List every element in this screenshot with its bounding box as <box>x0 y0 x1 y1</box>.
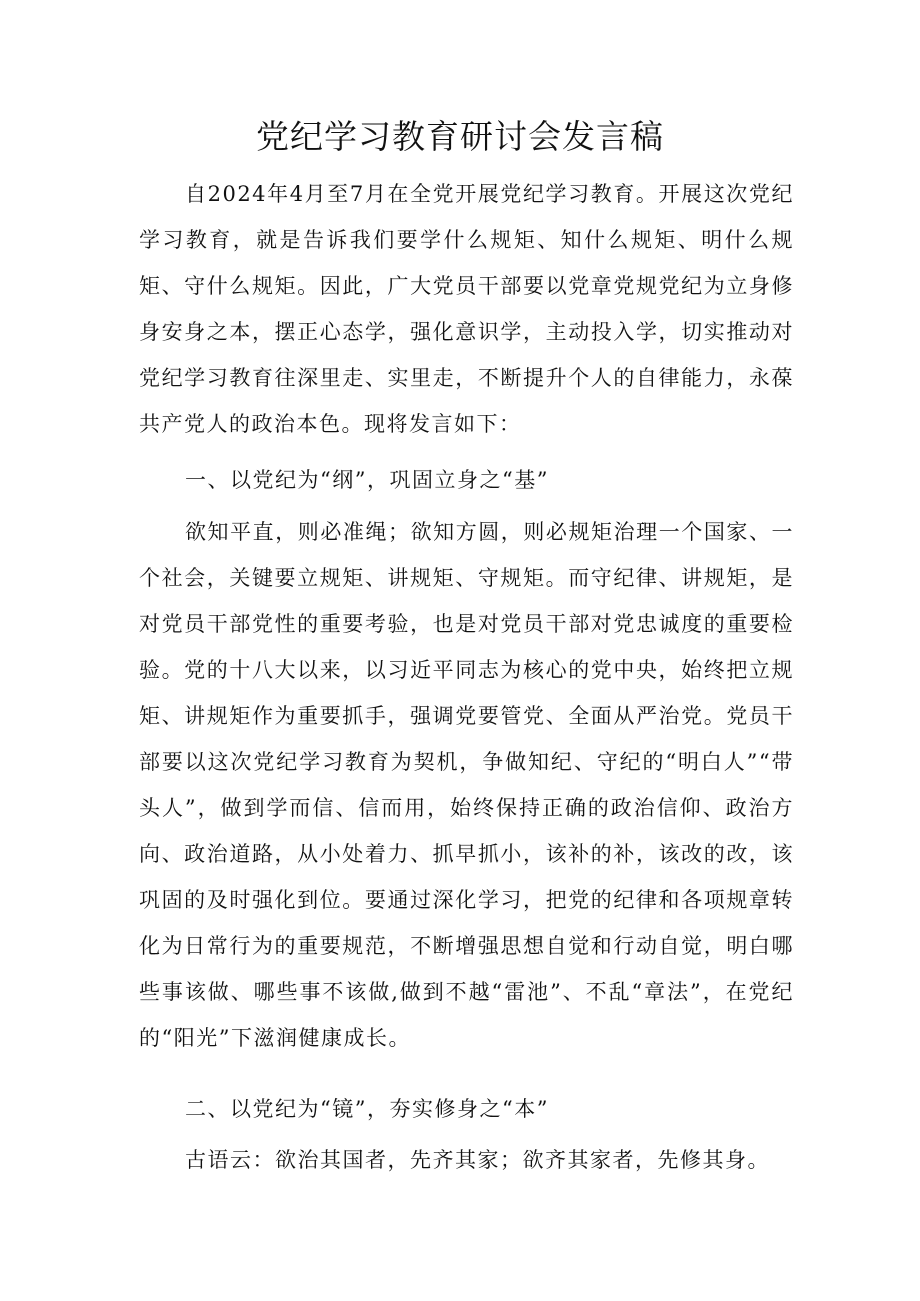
document-title: 党纪学习教育研讨会发言稿 <box>256 117 664 156</box>
intro-paragraph: 自2024年4月至7月在全党开展党纪学习教育。开展这次党纪学习教育，就是告诉我们要学什么规矩、知什么规矩、明什么规矩、守什么规矩。因此，广大党员干部要以党章党规党纪为立身修身安身之本，摆正心态学，强化意识学，主动投入学，切实推动对党纪学习教育往深里走、实里走，不断提升个人的自律能力，永葆共产党人的政治本色。现将发言如下： <box>139 182 794 436</box>
section-heading-2: 二、以党纪为“镜”，夯实修身之“本” <box>185 1097 549 1121</box>
section-1-paragraph: 欲知平直，则必准绳；欲知方圆，则必规矩治理一个国家、一个社会，关键要立规矩、讲规矩、守规矩。而守纪律、讲规矩，是对党员干部党性的重要考验，也是对党员干部对党忠诚度的重要检验。党的十八大以来，以习近平同志为核心的党中央，始终把立规矩、讲规矩作为重要抓手，强调党要管党、全面从严治党。党员干部要以这次党纪学习教育为契机，争做知纪、守纪的“明白人”“带头人”，做到学而信、信而用，始终保持正确的政治信仰、政治方向、政治道路，从小处着力、抓早抓小，该补的补，该改的改，该巩固的及时强化到位。要通过深化学习，把党的纪律和各项规章转化为日常行为的重要规范，不断增强思想自觉和行动自觉，明白哪些事该做、哪些事不该做,做到不越“雷池”、不乱“章法”，在党纪的“阳光”下滋润健康成长。 <box>139 520 794 1050</box>
section-2-paragraph: 古语云：欲治其国者，先齐其家；欲齐其家者，先修其身。 <box>185 1148 770 1172</box>
section-heading-1: 一、以党纪为“纲”，巩固立身之“基” <box>185 468 549 492</box>
